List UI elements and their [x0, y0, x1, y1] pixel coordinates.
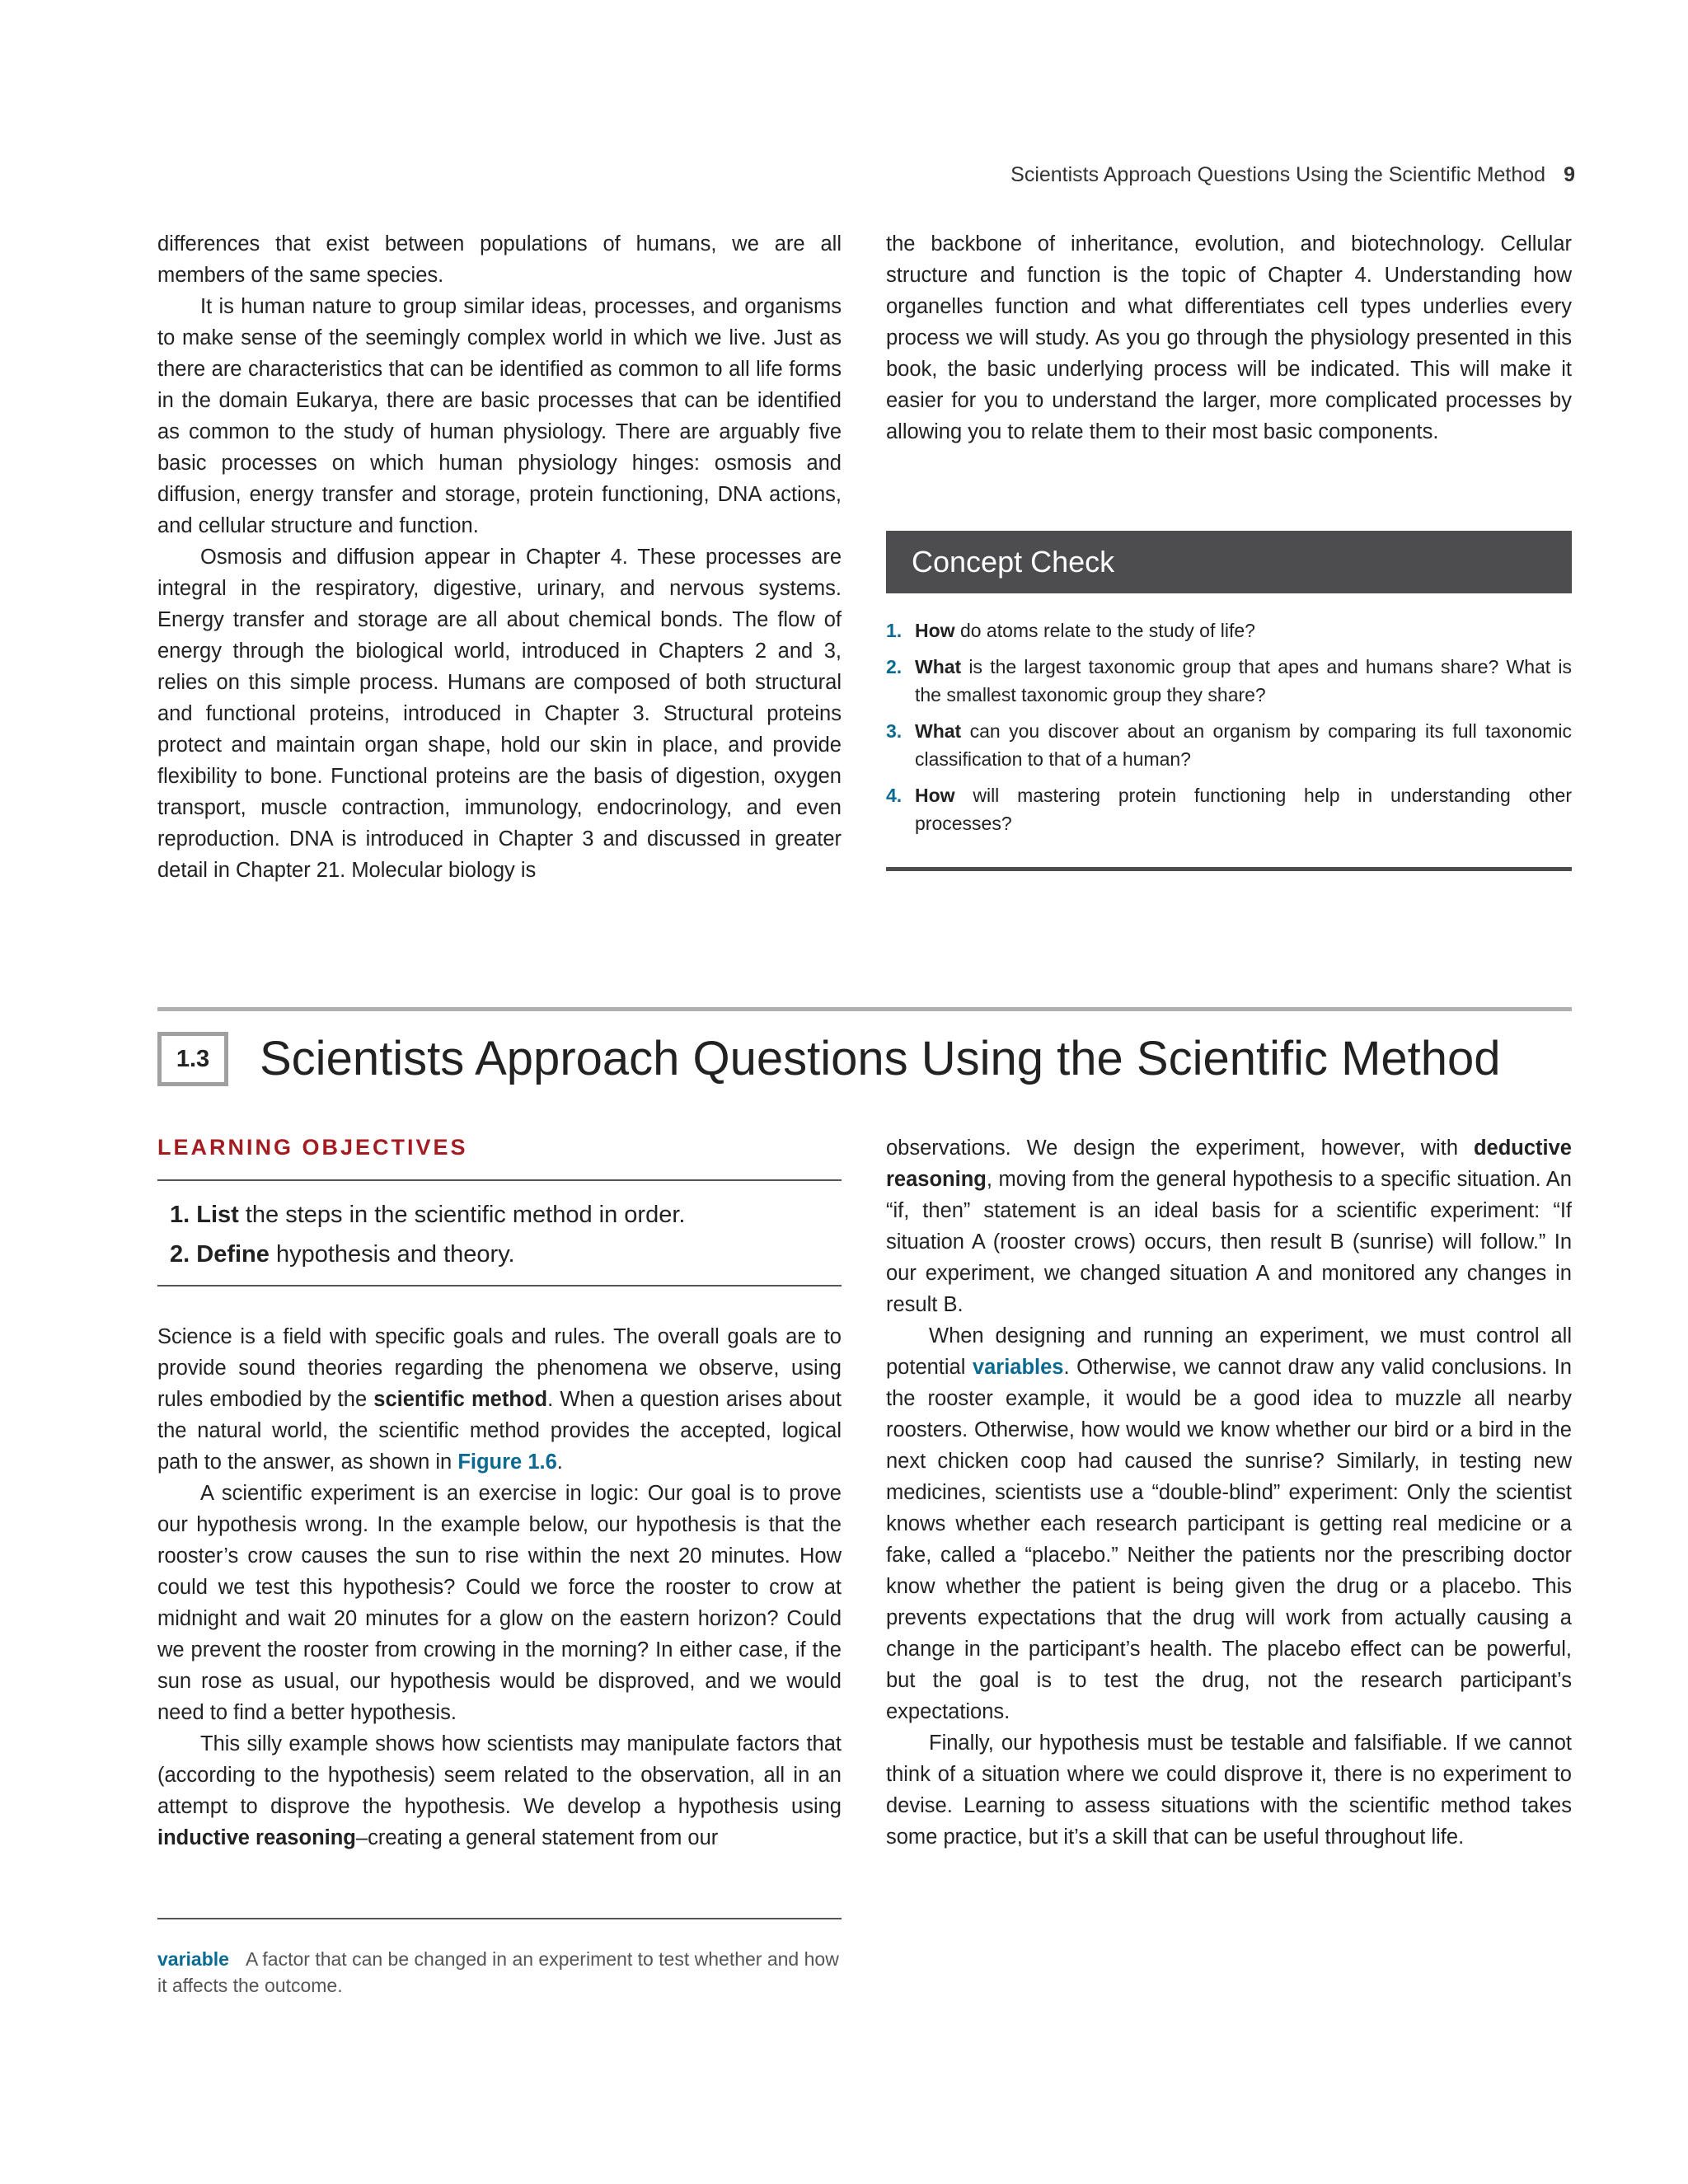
- top-left-column: [157, 228, 842, 886]
- paragraph: Osmosis and diffusion appear in Chapter 4. These processes are integral in the respiratory, digestive, urinary, and nervous systems. Energy transfer and storage are all about chemical bonds. The flow of energy through the biological world, introduced in Chapters 2 and 3, relies on this simple process. Humans are composed of both structural and functional proteins, introduced in Chapter 3. Structural proteins protect and maintain organ shape, hold our skin in place, and provide flexibility to bone. Functional proteins are the basis of digestion, oxygen transport, muscle contraction, immunology, endocrinology, and even reproduction. DNA is introduced in Chapter 3 and discussed in greater detail in Chapter 21. Molecular biology is: [157, 546, 842, 882]
- glossary-definition: A factor that can be changed in an experiment to test whether and how it affects the outcome.: [157, 1948, 839, 1996]
- item-text: is the largest taxonomic group that apes and humans share? What is the smallest taxonomic group they share?: [915, 656, 1572, 705]
- text-run: . When a question arises about the natural world, the scientific method provides the accepted, logical path to the answer, as shown in: [157, 1388, 842, 1474]
- text-run: –creating a general statement from our: [355, 1826, 719, 1849]
- objective-verb: Define: [196, 1241, 270, 1268]
- section-title: Scientists Approach Questions Using the Scientific Method: [260, 1032, 1501, 1085]
- section-number-box: [157, 1032, 228, 1086]
- paragraph: [157, 1321, 842, 1478]
- objective-text: hypothesis and theory.: [269, 1241, 515, 1268]
- top-right-column: [886, 228, 1572, 448]
- section-divider: [157, 1007, 1572, 1011]
- paragraph: [886, 1132, 1572, 1320]
- figure-link[interactable]: Figure 1.6: [457, 1451, 557, 1474]
- bottom-right-column: [886, 1132, 1572, 1853]
- item-text: do atoms relate to the study of life?: [954, 620, 1255, 641]
- learning-objectives-list: [157, 1195, 842, 1274]
- paragraph: the backbone of inheritance, evolution, and biotechnology. Cellular structure and function is the topic of Chapter 4. Understanding how organelles function and what differentiates cell types underlies every process we will study. As you go through the physiology presented in this book, the basic underlying process will be indicated. This will make it easier for you to understand the larger, more complicated processes by allowing you to relate them to their most basic components.: [886, 232, 1572, 443]
- paragraph: [886, 1320, 1572, 1727]
- paragraph: Finally, our hypothesis must be testable and falsifiable. If we cannot think of a situation where we could disprove it, there is no experiment to devise. Learning to assess situations with the scientific method takes some practice, but it’s a skill that can be useful throughout life.: [886, 1732, 1572, 1849]
- text-run: . Otherwise, we cannot draw any valid conclusions. In the rooster example, it would be a good idea to muzzle all nearby roosters. Otherwise, how would we know whether our bird or a bird in the next chicken coop had caused the sunrise? Similarly, in testing new medicines, scientists use a “double-blind” experiment: Only the scientist knows whether each research participant is getting real medicine or a fake, called a “placebo.” Neither the patients nor the prescribing doctor know whether the patient is being given the drug or a placebo. This prevents expectations that the drug will work from actually causing a change in the participant’s health. The placebo effect can be powerful, but the goal is to test the drug, not the research participant’s expectations.: [886, 1356, 1572, 1723]
- item-lead: What: [915, 720, 962, 742]
- glossary-term-variables[interactable]: variables: [972, 1356, 1064, 1379]
- key-term-inductive-reasoning: inductive reasoning: [157, 1826, 356, 1849]
- text-run: , moving from the general hypothesis to a specific situation. An “if, then” statement is an ideal basis for a scientific experiment: “If situation A (rooster crows) occurs, then result B (sunrise) will follow.” In our experiment, we changed situation A and monitored any changes in result B.: [886, 1168, 1572, 1316]
- concept-check-title: Concept Check: [912, 545, 1115, 579]
- glossary-term: variable: [157, 1948, 229, 1970]
- concept-check-list: [886, 616, 1572, 846]
- item-number: 3.: [886, 720, 903, 742]
- paragraph: It is human nature to group similar ideas, processes, and organisms to make sense of the seemingly complex world in which we live. Just as there are characteristics that can be identified as common to all life forms in the domain Eukarya, there are basic processes that can be identified as common to the study of human physiology. There are arguably five basic processes on which human physiology hinges: osmosis and diffusion, energy transfer and storage, protein functioning, DNA actions, and cellular structure and function.: [157, 295, 842, 537]
- item-lead: How: [915, 620, 955, 641]
- objective-item: [157, 1195, 842, 1235]
- objectives-bottom-rule: [157, 1285, 842, 1286]
- objectives-top-rule: [157, 1179, 842, 1181]
- glossary-footnote: [157, 1946, 842, 1999]
- section-number: 1.3: [176, 1046, 210, 1072]
- text-run: observations. We design the experiment, however, with: [886, 1137, 1474, 1160]
- text-run: This silly example shows how scientists may manipulate factors that (according to the hypothesis) seem related to the observation, all in an attempt to disprove the hypothesis. We develop a hypothesis using: [157, 1732, 842, 1818]
- objective-verb: List: [196, 1202, 239, 1228]
- item-text: can you discover about an organism by comparing its full taxonomic classification to that of a human?: [915, 720, 1572, 770]
- objective-number: 2.: [170, 1241, 190, 1268]
- key-term-deductive-reasoning: deductive reasoning: [886, 1137, 1572, 1191]
- concept-check-item: [886, 653, 1572, 709]
- paragraph: [157, 1728, 842, 1854]
- key-term-scientific-method: scientific method: [373, 1388, 548, 1411]
- concept-check-item: [886, 781, 1572, 837]
- concept-check-bottom-rule: [886, 867, 1572, 871]
- learning-objectives-heading: LEARNING OBJECTIVES: [157, 1135, 468, 1160]
- item-lead: What: [915, 656, 962, 677]
- page-number: 9: [1564, 163, 1575, 186]
- objective-text: the steps in the scientific method in order.: [238, 1202, 686, 1228]
- text-run: Science is a field with specific goals and rules. The overall goals are to provide sound theories regarding the phenomena we observe, using rules embodied by the: [157, 1325, 842, 1411]
- concept-check-header: [886, 531, 1572, 593]
- objective-item: [157, 1235, 842, 1274]
- bottom-left-column: [157, 1321, 842, 1854]
- item-number: 2.: [886, 656, 903, 677]
- concept-check-item: [886, 616, 1572, 644]
- item-number: 1.: [886, 620, 903, 641]
- item-number: 4.: [886, 785, 903, 806]
- item-text: will mastering protein functioning help in understanding other processes?: [915, 785, 1572, 834]
- running-header: [1010, 163, 1575, 187]
- item-lead: How: [915, 785, 955, 806]
- text-run: .: [556, 1451, 563, 1474]
- running-title: Scientists Approach Questions Using the Scientific Method: [1010, 163, 1546, 186]
- paragraph: A scientific experiment is an exercise in logic: Our goal is to prove our hypothesis wrong. In the example below, our hypothesis is that the rooster’s crow causes the sun to rise within the next 20 minutes. How could we test this hypothesis? Could we force the rooster to crow at midnight and wait 20 minutes for a glow on the eastern horizon? Could we prevent the rooster from crowing in the morning? In either case, if the sun rose as usual, our hypothesis would be disproved, and we would need to find a better hypothesis.: [157, 1482, 842, 1724]
- objective-number: 1.: [170, 1202, 190, 1228]
- text-run: When designing and running an experiment, we must control all potential: [886, 1324, 1572, 1379]
- paragraph: differences that exist between populations of humans, we are all members of the same species.: [157, 232, 842, 287]
- concept-check-item: [886, 717, 1572, 773]
- footnote-rule: [157, 1918, 842, 1919]
